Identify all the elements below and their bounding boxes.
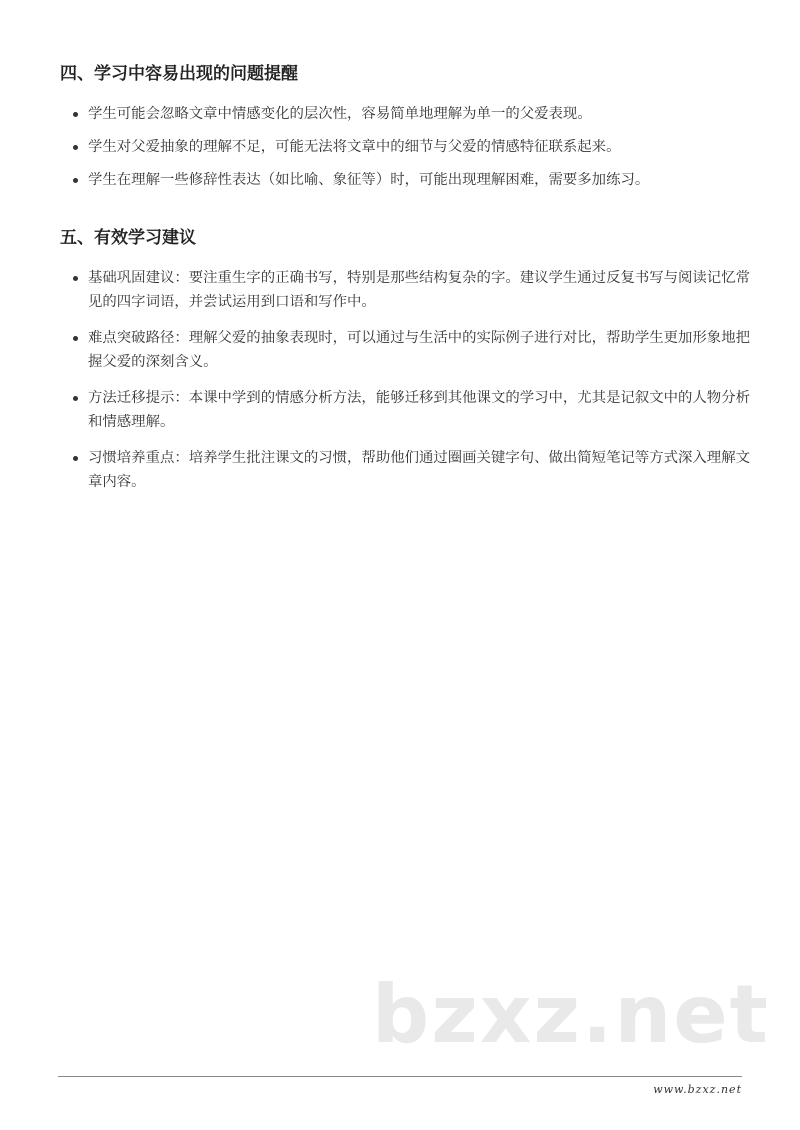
bullet-icon (73, 336, 78, 341)
list-item (60, 168, 750, 192)
list-item-text: 难点突破路径：理解父爱的抽象表现时，可以通过与生活中的实际例子进行对比，帮助学生更加形象地把握父爱的深刻含义。 (88, 330, 750, 370)
bullet-icon (73, 456, 78, 461)
list-item (60, 386, 750, 434)
list-item-text: 学生对父爱抽象的理解不足，可能无法将文章中的细节与父爱的情感特征联系起来。 (88, 139, 621, 155)
list-item (60, 135, 750, 159)
list-item (60, 446, 750, 494)
list-item-text: 习惯培养重点：培养学生批注课文的习惯，帮助他们通过圈画关键字句、做出简短笔记等方式深入理解文章内容。 (88, 450, 750, 490)
bullet-icon (73, 276, 78, 281)
footer-url: www.bzxz.net (653, 1083, 742, 1096)
bullet-icon (73, 145, 78, 150)
list-item-text: 学生可能会忽略文章中情感变化的层次性，容易简单地理解为单一的父爱表现。 (88, 106, 592, 122)
list-item (60, 266, 750, 314)
list-item-text: 方法迁移提示：本课中学到的情感分析方法，能够迁移到其他课文的学习中，尤其是记叙文中的人物分析和情感理解。 (88, 390, 750, 430)
bullet-icon (73, 112, 78, 117)
section-heading: 五、有效学习建议 (60, 228, 196, 248)
bullet-icon (73, 178, 78, 183)
bullet-icon (73, 396, 78, 401)
bullet-list (60, 102, 750, 192)
section-suggestions (60, 226, 750, 506)
list-item (60, 102, 750, 126)
footer-divider (58, 1076, 742, 1077)
list-item-text: 学生在理解一些修辞性表达（如比喻、象征等）时，可能出现理解困难，需要多加练习。 (88, 172, 650, 188)
section-problems (60, 62, 750, 201)
list-item-text: 基础巩固建议：要注重生字的正确书写，特别是那些结构复杂的字。建议学生通过反复书写与阅读记忆常见的四字词语，并尝试运用到口语和写作中。 (88, 270, 750, 310)
list-item (60, 326, 750, 374)
bullet-list (60, 266, 750, 494)
watermark: bzxz.net (372, 968, 770, 1061)
section-heading: 四、学习中容易出现的问题提醒 (60, 64, 298, 84)
